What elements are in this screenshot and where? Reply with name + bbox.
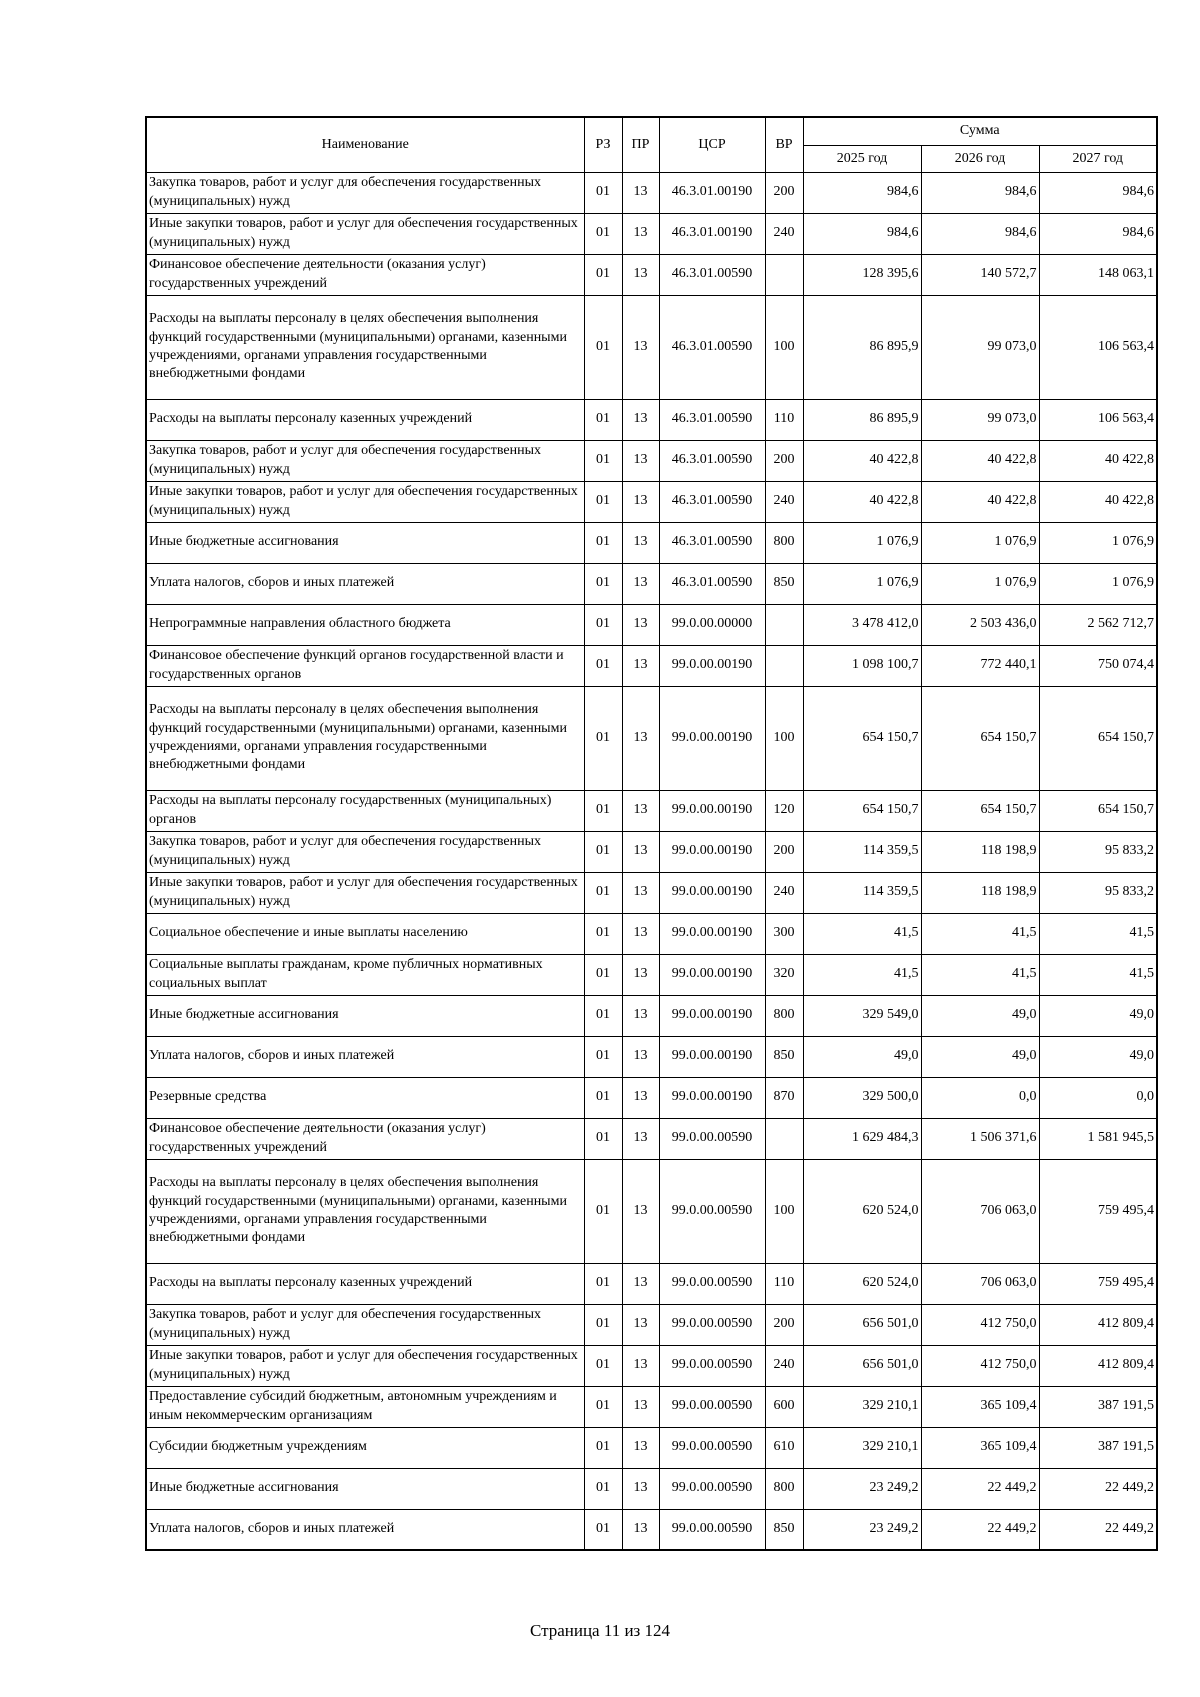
row-amount-2026: 654 150,7: [921, 790, 1039, 831]
row-name: Расходы на выплаты персоналу в целях обеспечения выполнения функций государственными (муниципальными) органами, казенными учреждениями, органами управления государственными внебюджетными фондами: [146, 295, 584, 399]
row-vr: 610: [765, 1427, 803, 1468]
table-row: [146, 1159, 1157, 1263]
row-vr: 240: [765, 213, 803, 254]
row-csr: 99.0.00.00590: [659, 1468, 765, 1509]
row-rz: 01: [584, 913, 622, 954]
row-vr: 200: [765, 1304, 803, 1345]
row-pr: 13: [622, 1386, 659, 1427]
table-row: [146, 1263, 1157, 1304]
table-header: [146, 117, 1157, 172]
table-row: [146, 1468, 1157, 1509]
row-amount-2025: 114 359,5: [803, 872, 921, 913]
row-pr: 13: [622, 645, 659, 686]
row-csr: 46.3.01.00590: [659, 254, 765, 295]
table-row: [146, 481, 1157, 522]
row-name: Иные закупки товаров, работ и услуг для обеспечения государственных (муниципальных) нужд: [146, 1345, 584, 1386]
row-rz: 01: [584, 1427, 622, 1468]
row-name: Расходы на выплаты персоналу в целях обеспечения выполнения функций государственными (муниципальными) органами, казенными учреждениями, органами управления государственными внебюджетными фондами: [146, 686, 584, 790]
row-amount-2025: 41,5: [803, 913, 921, 954]
row-rz: 01: [584, 1304, 622, 1345]
row-pr: 13: [622, 604, 659, 645]
row-pr: 13: [622, 522, 659, 563]
row-name: Иные закупки товаров, работ и услуг для обеспечения государственных (муниципальных) нужд: [146, 481, 584, 522]
row-name: Иные бюджетные ассигнования: [146, 522, 584, 563]
row-csr: 99.0.00.00190: [659, 954, 765, 995]
row-amount-2025: 329 500,0: [803, 1077, 921, 1118]
row-pr: 13: [622, 1304, 659, 1345]
row-amount-2027: 95 833,2: [1039, 872, 1157, 913]
row-rz: 01: [584, 1386, 622, 1427]
row-vr: 300: [765, 913, 803, 954]
row-csr: 46.3.01.00590: [659, 522, 765, 563]
row-pr: 13: [622, 790, 659, 831]
row-amount-2027: 1 076,9: [1039, 522, 1157, 563]
row-csr: 99.0.00.00590: [659, 1118, 765, 1159]
row-csr: 46.3.01.00590: [659, 481, 765, 522]
row-pr: 13: [622, 1159, 659, 1263]
row-name: Закупка товаров, работ и услуг для обеспечения государственных (муниципальных) нужд: [146, 172, 584, 213]
row-vr: [765, 1118, 803, 1159]
row-amount-2026: 118 198,9: [921, 872, 1039, 913]
row-vr: 110: [765, 1263, 803, 1304]
row-amount-2027: 40 422,8: [1039, 440, 1157, 481]
row-amount-2026: 0,0: [921, 1077, 1039, 1118]
row-amount-2026: 706 063,0: [921, 1159, 1039, 1263]
row-pr: 13: [622, 1345, 659, 1386]
table-row: [146, 790, 1157, 831]
row-csr: 99.0.00.00000: [659, 604, 765, 645]
row-rz: 01: [584, 1118, 622, 1159]
row-amount-2026: 984,6: [921, 172, 1039, 213]
row-vr: [765, 604, 803, 645]
row-pr: 13: [622, 295, 659, 399]
table-row: [146, 831, 1157, 872]
row-pr: 13: [622, 1263, 659, 1304]
row-amount-2026: 118 198,9: [921, 831, 1039, 872]
row-amount-2027: 49,0: [1039, 1036, 1157, 1077]
row-amount-2025: 3 478 412,0: [803, 604, 921, 645]
row-amount-2025: 984,6: [803, 172, 921, 213]
row-name: Закупка товаров, работ и услуг для обеспечения государственных (муниципальных) нужд: [146, 1304, 584, 1345]
row-pr: 13: [622, 995, 659, 1036]
row-rz: 01: [584, 872, 622, 913]
row-vr: [765, 645, 803, 686]
row-name: Закупка товаров, работ и услуг для обеспечения государственных (муниципальных) нужд: [146, 440, 584, 481]
row-pr: 13: [622, 831, 659, 872]
row-amount-2025: 656 501,0: [803, 1304, 921, 1345]
row-amount-2027: 387 191,5: [1039, 1427, 1157, 1468]
row-amount-2027: 984,6: [1039, 172, 1157, 213]
row-rz: 01: [584, 563, 622, 604]
row-amount-2026: 412 750,0: [921, 1345, 1039, 1386]
row-rz: 01: [584, 522, 622, 563]
row-pr: 13: [622, 1509, 659, 1550]
row-csr: 99.0.00.00190: [659, 831, 765, 872]
row-name: Иные закупки товаров, работ и услуг для обеспечения государственных (муниципальных) нужд: [146, 213, 584, 254]
table-row: [146, 872, 1157, 913]
table-row: [146, 1386, 1157, 1427]
row-name: Расходы на выплаты персоналу казенных учреждений: [146, 1263, 584, 1304]
row-csr: 99.0.00.00190: [659, 995, 765, 1036]
row-amount-2026: 22 449,2: [921, 1509, 1039, 1550]
row-amount-2027: 22 449,2: [1039, 1509, 1157, 1550]
row-pr: 13: [622, 213, 659, 254]
header-rz: РЗ: [584, 117, 622, 172]
row-rz: 01: [584, 295, 622, 399]
row-rz: 01: [584, 1345, 622, 1386]
row-name: Иные бюджетные ассигнования: [146, 995, 584, 1036]
row-amount-2027: 95 833,2: [1039, 831, 1157, 872]
row-amount-2026: 140 572,7: [921, 254, 1039, 295]
row-amount-2027: 984,6: [1039, 213, 1157, 254]
row-vr: 240: [765, 872, 803, 913]
header-year-2025: 2025 год: [803, 145, 921, 172]
row-amount-2026: 365 109,4: [921, 1386, 1039, 1427]
table-row: [146, 604, 1157, 645]
row-name: Финансовое обеспечение функций органов государственной власти и государственных органов: [146, 645, 584, 686]
row-amount-2025: 23 249,2: [803, 1468, 921, 1509]
row-vr: 200: [765, 440, 803, 481]
row-pr: 13: [622, 1427, 659, 1468]
row-vr: 240: [765, 1345, 803, 1386]
row-csr: 46.3.01.00590: [659, 399, 765, 440]
row-amount-2027: 654 150,7: [1039, 686, 1157, 790]
row-amount-2026: 49,0: [921, 995, 1039, 1036]
row-pr: 13: [622, 954, 659, 995]
row-amount-2025: 329 210,1: [803, 1427, 921, 1468]
row-pr: 13: [622, 1468, 659, 1509]
table-row: [146, 913, 1157, 954]
row-vr: 870: [765, 1077, 803, 1118]
row-rz: 01: [584, 954, 622, 995]
row-amount-2025: 984,6: [803, 213, 921, 254]
row-vr: 850: [765, 1509, 803, 1550]
row-amount-2026: 49,0: [921, 1036, 1039, 1077]
row-rz: 01: [584, 399, 622, 440]
row-vr: 100: [765, 295, 803, 399]
row-amount-2027: 1 581 945,5: [1039, 1118, 1157, 1159]
row-vr: 850: [765, 563, 803, 604]
row-pr: 13: [622, 440, 659, 481]
row-csr: 99.0.00.00590: [659, 1263, 765, 1304]
row-amount-2027: 22 449,2: [1039, 1468, 1157, 1509]
row-csr: 99.0.00.00190: [659, 645, 765, 686]
row-rz: 01: [584, 995, 622, 1036]
row-amount-2025: 41,5: [803, 954, 921, 995]
row-amount-2025: 654 150,7: [803, 686, 921, 790]
row-csr: 99.0.00.00590: [659, 1386, 765, 1427]
row-csr: 99.0.00.00590: [659, 1345, 765, 1386]
table-row: [146, 995, 1157, 1036]
row-vr: [765, 254, 803, 295]
row-amount-2025: 329 210,1: [803, 1386, 921, 1427]
row-name: Финансовое обеспечение деятельности (оказания услуг) государственных учреждений: [146, 254, 584, 295]
row-csr: 99.0.00.00190: [659, 1036, 765, 1077]
row-amount-2027: 41,5: [1039, 954, 1157, 995]
row-name: Уплата налогов, сборов и иных платежей: [146, 1509, 584, 1550]
row-pr: 13: [622, 913, 659, 954]
row-amount-2025: 620 524,0: [803, 1159, 921, 1263]
row-vr: 800: [765, 1468, 803, 1509]
row-csr: 99.0.00.00190: [659, 790, 765, 831]
row-name: Резервные средства: [146, 1077, 584, 1118]
row-vr: 600: [765, 1386, 803, 1427]
table-row: [146, 1077, 1157, 1118]
row-pr: 13: [622, 563, 659, 604]
row-rz: 01: [584, 604, 622, 645]
row-pr: 13: [622, 1077, 659, 1118]
table-row: [146, 1345, 1157, 1386]
row-amount-2025: 114 359,5: [803, 831, 921, 872]
row-amount-2025: 620 524,0: [803, 1263, 921, 1304]
row-vr: 240: [765, 481, 803, 522]
row-rz: 01: [584, 481, 622, 522]
row-amount-2027: 40 422,8: [1039, 481, 1157, 522]
table-row: [146, 1509, 1157, 1550]
row-amount-2026: 654 150,7: [921, 686, 1039, 790]
row-pr: 13: [622, 254, 659, 295]
row-rz: 01: [584, 645, 622, 686]
row-vr: 200: [765, 831, 803, 872]
row-pr: 13: [622, 1036, 659, 1077]
row-amount-2027: 759 495,4: [1039, 1263, 1157, 1304]
row-name: Расходы на выплаты персоналу в целях обеспечения выполнения функций государственными (муниципальными) органами, казенными учреждениями, органами управления государственными внебюджетными фондами: [146, 1159, 584, 1263]
row-amount-2025: 86 895,9: [803, 399, 921, 440]
row-amount-2027: 148 063,1: [1039, 254, 1157, 295]
row-pr: 13: [622, 1118, 659, 1159]
row-name: Субсидии бюджетным учреждениям: [146, 1427, 584, 1468]
row-name: Расходы на выплаты персоналу казенных учреждений: [146, 399, 584, 440]
row-amount-2026: 984,6: [921, 213, 1039, 254]
row-amount-2025: 86 895,9: [803, 295, 921, 399]
row-csr: 99.0.00.00590: [659, 1304, 765, 1345]
row-amount-2026: 1 076,9: [921, 522, 1039, 563]
row-name: Уплата налогов, сборов и иных платежей: [146, 563, 584, 604]
row-vr: 110: [765, 399, 803, 440]
row-amount-2025: 654 150,7: [803, 790, 921, 831]
row-amount-2026: 365 109,4: [921, 1427, 1039, 1468]
page-number: Страница 11 из 124: [529, 1621, 671, 1640]
row-csr: 46.3.01.00590: [659, 295, 765, 399]
row-amount-2025: 1 076,9: [803, 563, 921, 604]
row-amount-2025: 49,0: [803, 1036, 921, 1077]
row-amount-2025: 23 249,2: [803, 1509, 921, 1550]
header-year-2026: 2026 год: [921, 145, 1039, 172]
row-amount-2025: 40 422,8: [803, 440, 921, 481]
row-amount-2027: 1 076,9: [1039, 563, 1157, 604]
row-amount-2027: 106 563,4: [1039, 295, 1157, 399]
row-amount-2026: 1 076,9: [921, 563, 1039, 604]
table-row: [146, 1427, 1157, 1468]
row-name: Предоставление субсидий бюджетным, автономным учреждениям и иным некоммерческим организациям: [146, 1386, 584, 1427]
row-name: Уплата налогов, сборов и иных платежей: [146, 1036, 584, 1077]
row-rz: 01: [584, 254, 622, 295]
row-amount-2027: 41,5: [1039, 913, 1157, 954]
row-amount-2025: 329 549,0: [803, 995, 921, 1036]
row-rz: 01: [584, 1509, 622, 1550]
row-amount-2027: 412 809,4: [1039, 1304, 1157, 1345]
row-amount-2025: 128 395,6: [803, 254, 921, 295]
table-row: [146, 563, 1157, 604]
row-pr: 13: [622, 399, 659, 440]
table-row: [146, 1118, 1157, 1159]
row-amount-2027: 387 191,5: [1039, 1386, 1157, 1427]
table-row: [146, 1304, 1157, 1345]
row-vr: 100: [765, 686, 803, 790]
header-pr: ПР: [622, 117, 659, 172]
row-vr: 800: [765, 522, 803, 563]
row-amount-2026: 99 073,0: [921, 295, 1039, 399]
table-row: [146, 213, 1157, 254]
header-year-2027: 2027 год: [1039, 145, 1157, 172]
row-rz: 01: [584, 1036, 622, 1077]
table-row: [146, 686, 1157, 790]
row-pr: 13: [622, 872, 659, 913]
row-amount-2026: 412 750,0: [921, 1304, 1039, 1345]
header-vr: ВР: [765, 117, 803, 172]
row-name: Иные закупки товаров, работ и услуг для обеспечения государственных (муниципальных) нужд: [146, 872, 584, 913]
header-csr: ЦСР: [659, 117, 765, 172]
table-body: [146, 172, 1157, 1550]
row-vr: 200: [765, 172, 803, 213]
row-name: Социальное обеспечение и иные выплаты населению: [146, 913, 584, 954]
row-amount-2026: 40 422,8: [921, 481, 1039, 522]
row-amount-2025: 1 076,9: [803, 522, 921, 563]
table-row: [146, 645, 1157, 686]
row-amount-2027: 106 563,4: [1039, 399, 1157, 440]
table-row: [146, 954, 1157, 995]
row-amount-2025: 656 501,0: [803, 1345, 921, 1386]
row-amount-2025: 1 098 100,7: [803, 645, 921, 686]
row-amount-2027: 0,0: [1039, 1077, 1157, 1118]
row-amount-2027: 759 495,4: [1039, 1159, 1157, 1263]
row-rz: 01: [584, 831, 622, 872]
row-vr: 320: [765, 954, 803, 995]
row-rz: 01: [584, 1159, 622, 1263]
row-csr: 99.0.00.00590: [659, 1509, 765, 1550]
row-csr: 99.0.00.00590: [659, 1159, 765, 1263]
row-pr: 13: [622, 172, 659, 213]
row-vr: 100: [765, 1159, 803, 1263]
table-row: [146, 522, 1157, 563]
row-amount-2026: 2 503 436,0: [921, 604, 1039, 645]
row-amount-2026: 22 449,2: [921, 1468, 1039, 1509]
header-sum: Сумма: [803, 117, 1157, 145]
row-amount-2027: 750 074,4: [1039, 645, 1157, 686]
row-csr: 46.3.01.00590: [659, 440, 765, 481]
row-amount-2026: 772 440,1: [921, 645, 1039, 686]
row-amount-2027: 412 809,4: [1039, 1345, 1157, 1386]
row-amount-2027: 654 150,7: [1039, 790, 1157, 831]
row-rz: 01: [584, 790, 622, 831]
row-name: Расходы на выплаты персоналу государственных (муниципальных) органов: [146, 790, 584, 831]
row-rz: 01: [584, 213, 622, 254]
header-name: Наименование: [146, 117, 584, 172]
row-rz: 01: [584, 1468, 622, 1509]
row-amount-2026: 1 506 371,6: [921, 1118, 1039, 1159]
row-amount-2025: 1 629 484,3: [803, 1118, 921, 1159]
row-pr: 13: [622, 686, 659, 790]
row-amount-2026: 41,5: [921, 954, 1039, 995]
row-pr: 13: [622, 481, 659, 522]
table-row: [146, 440, 1157, 481]
row-amount-2025: 40 422,8: [803, 481, 921, 522]
row-amount-2026: 40 422,8: [921, 440, 1039, 481]
row-csr: 99.0.00.00190: [659, 686, 765, 790]
row-rz: 01: [584, 1077, 622, 1118]
row-csr: 99.0.00.00590: [659, 1427, 765, 1468]
row-vr: 800: [765, 995, 803, 1036]
row-amount-2027: 2 562 712,7: [1039, 604, 1157, 645]
row-vr: 850: [765, 1036, 803, 1077]
row-name: Непрограммные направления областного бюджета: [146, 604, 584, 645]
row-name: Финансовое обеспечение деятельности (оказания услуг) государственных учреждений: [146, 1118, 584, 1159]
row-amount-2026: 706 063,0: [921, 1263, 1039, 1304]
row-rz: 01: [584, 1263, 622, 1304]
row-csr: 46.3.01.00590: [659, 563, 765, 604]
row-name: Иные бюджетные ассигнования: [146, 1468, 584, 1509]
row-amount-2026: 41,5: [921, 913, 1039, 954]
row-csr: 46.3.01.00190: [659, 172, 765, 213]
row-csr: 99.0.00.00190: [659, 1077, 765, 1118]
budget-table: [145, 116, 1158, 1551]
row-rz: 01: [584, 172, 622, 213]
row-csr: 99.0.00.00190: [659, 913, 765, 954]
table-row: [146, 399, 1157, 440]
row-csr: 46.3.01.00190: [659, 213, 765, 254]
table-row: [146, 254, 1157, 295]
table-row: [146, 295, 1157, 399]
row-name: Закупка товаров, работ и услуг для обеспечения государственных (муниципальных) нужд: [146, 831, 584, 872]
row-amount-2026: 99 073,0: [921, 399, 1039, 440]
row-vr: 120: [765, 790, 803, 831]
row-name: Социальные выплаты гражданам, кроме публичных нормативных социальных выплат: [146, 954, 584, 995]
table-row: [146, 1036, 1157, 1077]
row-amount-2027: 49,0: [1039, 995, 1157, 1036]
table-row: [146, 172, 1157, 213]
row-rz: 01: [584, 686, 622, 790]
row-rz: 01: [584, 440, 622, 481]
row-csr: 99.0.00.00190: [659, 872, 765, 913]
